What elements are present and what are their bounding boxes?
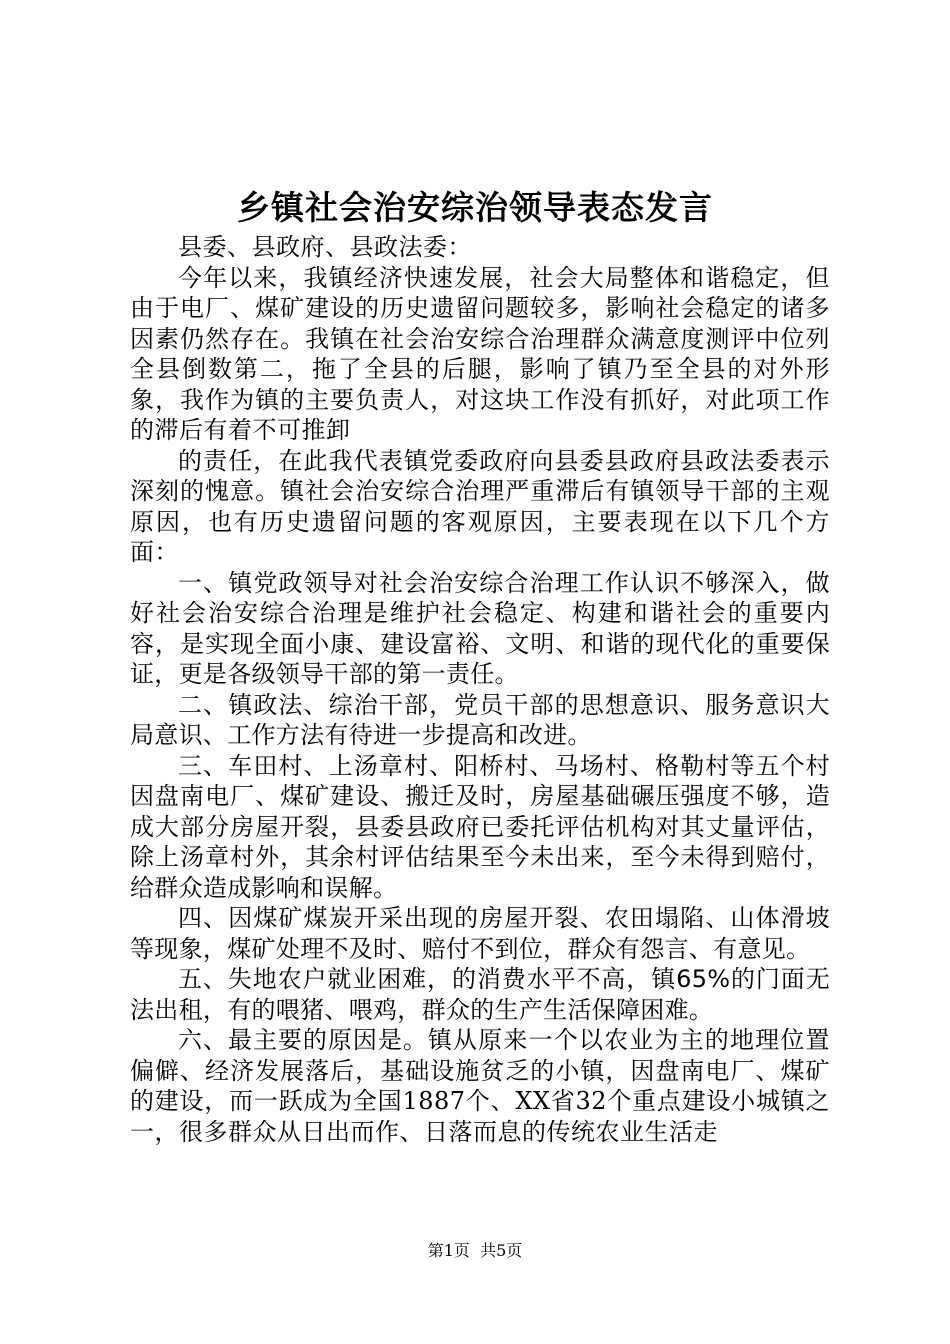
point-six-lead: 六、最主要的原因是。 [178, 1026, 428, 1054]
page-number-label: 第1页 共5页 [427, 1241, 523, 1260]
point-four-paragraph: 四、因煤矿煤炭开采出现的房屋开裂、农田塌陷、山体滑坡等现象，煤矿处理不及时、赔付不到位，群众有怨言、有意见。 [130, 904, 830, 963]
point-three-paragraph: 三、车田村、上汤章村、阳桥村、马场村、格勒村等五个村因盘南电厂、煤矿建设、搬迁及时，房屋基础碾压强度不够，造成大部分房屋开裂，县委县政府已委托评估机构对其丈量评估，除上汤章村外，其余村评估结果至今未出来，至今未得到赔付，给群众造成影响和误解。 [130, 751, 830, 902]
point-one-paragraph: 一、镇党政领导对社会治安综合治理工作认识不够深入，做好社会治安综合治理是维护社会稳定、构建和谐社会的重要内容，是实现全面小康、建设富裕、文明、和谐的现代化的重要保证，更是各级领导干部的第一责任。 [130, 568, 830, 688]
document-body [130, 232, 830, 1147]
salutation-paragraph: 县委、县政府、县政法委： [178, 233, 472, 261]
point-six-paragraph [130, 1025, 830, 1147]
intro-paragraph: 今年以来，我镇经济快速发展，社会大局整体和谐稳定，但由于电厂、煤矿建设的历史遗留问题较多，影响社会稳定的诸多因素仍然存在。我镇在社会治安综合治理群众满意度测评中位列全县倒数第二，拖了全县的后腿，影响了镇乃至全县的对外形象，我作为镇的主要负责人，对这块工作没有抓好，对此项工作的滞后有着不可推卸 [130, 263, 830, 444]
document-title: 乡镇社会治安综治领导表态发言 [237, 188, 713, 227]
point-six-text: 镇从原来一个以农业为主的地理位置偏僻、经济发展落后，基础设施贫乏的小镇，因盘南电厂、煤矿的建设，而一跃成为全国1887个、XX省32个重点建设小城镇之一，很多群众从日出而作、日落而息的传统农业生活走 [130, 1026, 831, 1146]
page-footer [0, 1240, 950, 1262]
responsibility-paragraph: 的责任，在此我代表镇党委政府向县委县政府县政法委表示深刻的愧意。镇社会治安综合治理严重滞后有镇领导干部的主观原因，也有历史遗留问题的客观原因，主要表现在以下几个方面： [130, 446, 830, 566]
point-two-paragraph: 二、镇政法、综治干部，党员干部的思想意识、服务意识大局意识、工作方法有待进一步提高和改进。 [130, 690, 830, 749]
point-five-paragraph: 五、失地农户就业困难，的消费水平不高，镇65%的门面无法出租，有的喂猪、喂鸡，群众的生产生活保障困难。 [130, 965, 830, 1024]
